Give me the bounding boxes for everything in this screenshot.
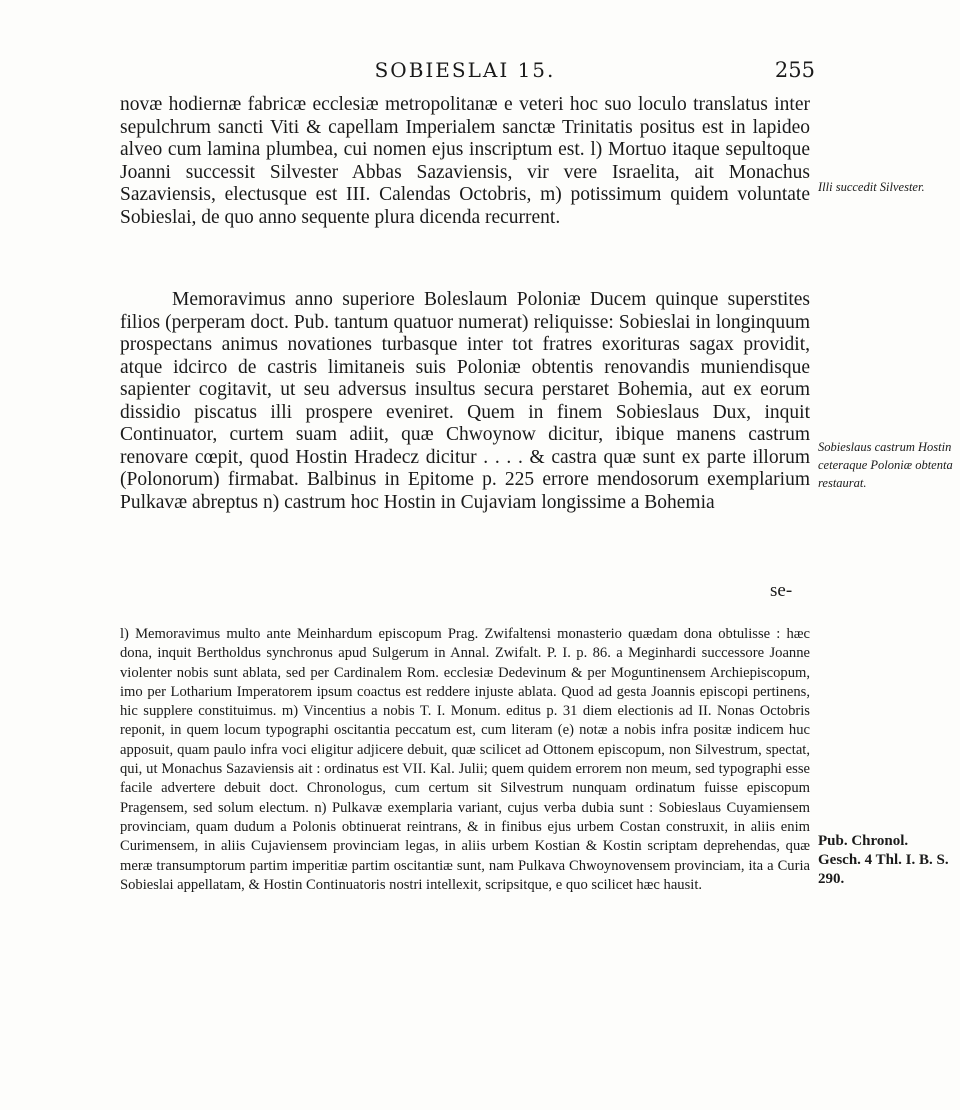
body-paragraph-2 [120, 289, 810, 514]
page-header [115, 58, 815, 88]
marginal-note-1: Illi succedit Silvester. [818, 180, 925, 194]
marginal-note-2: Sobieslaus castrum Hostin ceteraque Poloniæ obtenta restaurat. [818, 440, 953, 490]
catchword: se- [770, 580, 793, 601]
body-paragraph-1 [120, 94, 810, 229]
footnotes [120, 625, 810, 895]
footnotes-text: l) Memoravimus multo ante Meinhardum episcopum Prag. Zwifaltensi monasterio quædam dona obtulisse : hæc dona, inquit Bertholdus synchronus apud Sulgerum in Annal. Zwifalt. P. I. p. 86. a Meginhardi successore Joanne violenter nobis sunt ablata, sed per Cardinalem Rom. ecclesiæ Dedevinum & per Moguntinensem Archiepiscopum, imo per Lotharium Imperatorem ipsum coactus est reddere injuste ablata. Quod ad gesta Joannis episcopi pertinens, hic supplere constituimus. m) Vincentius a nobis T. I. Monum. editus p. 31 diem electionis ad II. Nonas Octobris reponit, in quem locum typographi oscitantia peccatum est, cum literam (e) notæ a nobis infra positæ indicem huc apposuit, quam paulo infra voci eligitur adjicere debuit, quæ scilicet ad Ottonem episcopum, non Silvestrum, spectat, qui, ut Monachus Sazaviensis ait : ordinatus est VII. Kal. Julii; quem quidem errorem non meum, sed typographi esse facile advertere debuit doct. Chronologus, cum certum sit Silvestrum nunquam ordinatum fuisse episcopum Pragensem, sed solum electum. n) Pulkavæ exemplaria variant, cujus verba dubia sunt : Sobieslaus Cuyamiensem provinciam, quam dudum a Polonis obtinuerat reintrans, & in finibus ejus urbem Costan construxit, in aliis enim Curimensem, in aliis Cujaviensem provinciam legas, in aliis urbem Kostian & Kostin scriptam deprehendas, quæ meræ transumptorum partim imperitiæ partim oscitantiæ sunt, nam Pulkava Chwoynovensem provinciam, ita a Curia Sobieslai appellatam, & Hostin Continuatoris nostri intellexit, scripsitque, e quo scilicet hæc hausit. [120, 626, 810, 893]
running-title: SOBIESLAI 15. [374, 58, 556, 82]
marginal-note-3: Pub. Chronol. Gesch. 4 Thl. I. B. S. 290. [818, 833, 949, 887]
paragraph-2-text: Memoravimus anno superiore Boleslaum Poloniæ Ducem quinque superstites filios (perperam doct. Pub. tantum quatuor numerat) reliquisse: Sobieslai in longinquum prospectans animus novationes turbasque inter tot fratres exorituras sagax providit, atque idcirco de castris limitaneis suis Poloniæ obtentis renovandis muniendisque sapienter cogitavit, ut seu adversus insultus secura perstaret Bohemia, aut ex eorum dissidio piscatus illi prospere eveniret. Quem in finem Sobieslaus Dux, inquit Continuator, curtem suam adiit, quæ Chwoynow dicitur, ibique manens castrum renovare cœpit, quod Hostin Hradecz dicitur . . . . & castra quæ sunt ex parte illorum (Polonorum) firmabat. Balbinus in Epitome p. 225 errore mendosorum exemplarium Pulkavæ abreptus n) castrum hoc Hostin in Cujaviam longissime a Bohemia [120, 289, 810, 513]
paragraph-1-text: novæ hodiernæ fabricæ ecclesiæ metropolitanæ e veteri hoc suo loculo translatus inter sepulchrum sancti Viti & capellam Imperialem sanctæ Trinitatis positus est in lapideo alveo cum lamina plumbea, cui nomen ejus inscriptum est. l) Mortuo itaque sepultoque Joanni successit Silvester Abbas Sazaviensis, vir vere Israelita, ait Monachus Sazaviensis, electusque est III. Calendas Octobris, m) potissimum quidem voluntate Sobieslai, de quo anno sequente plura dicenda recurrent. [120, 94, 810, 228]
page-number: 255 [774, 58, 815, 82]
